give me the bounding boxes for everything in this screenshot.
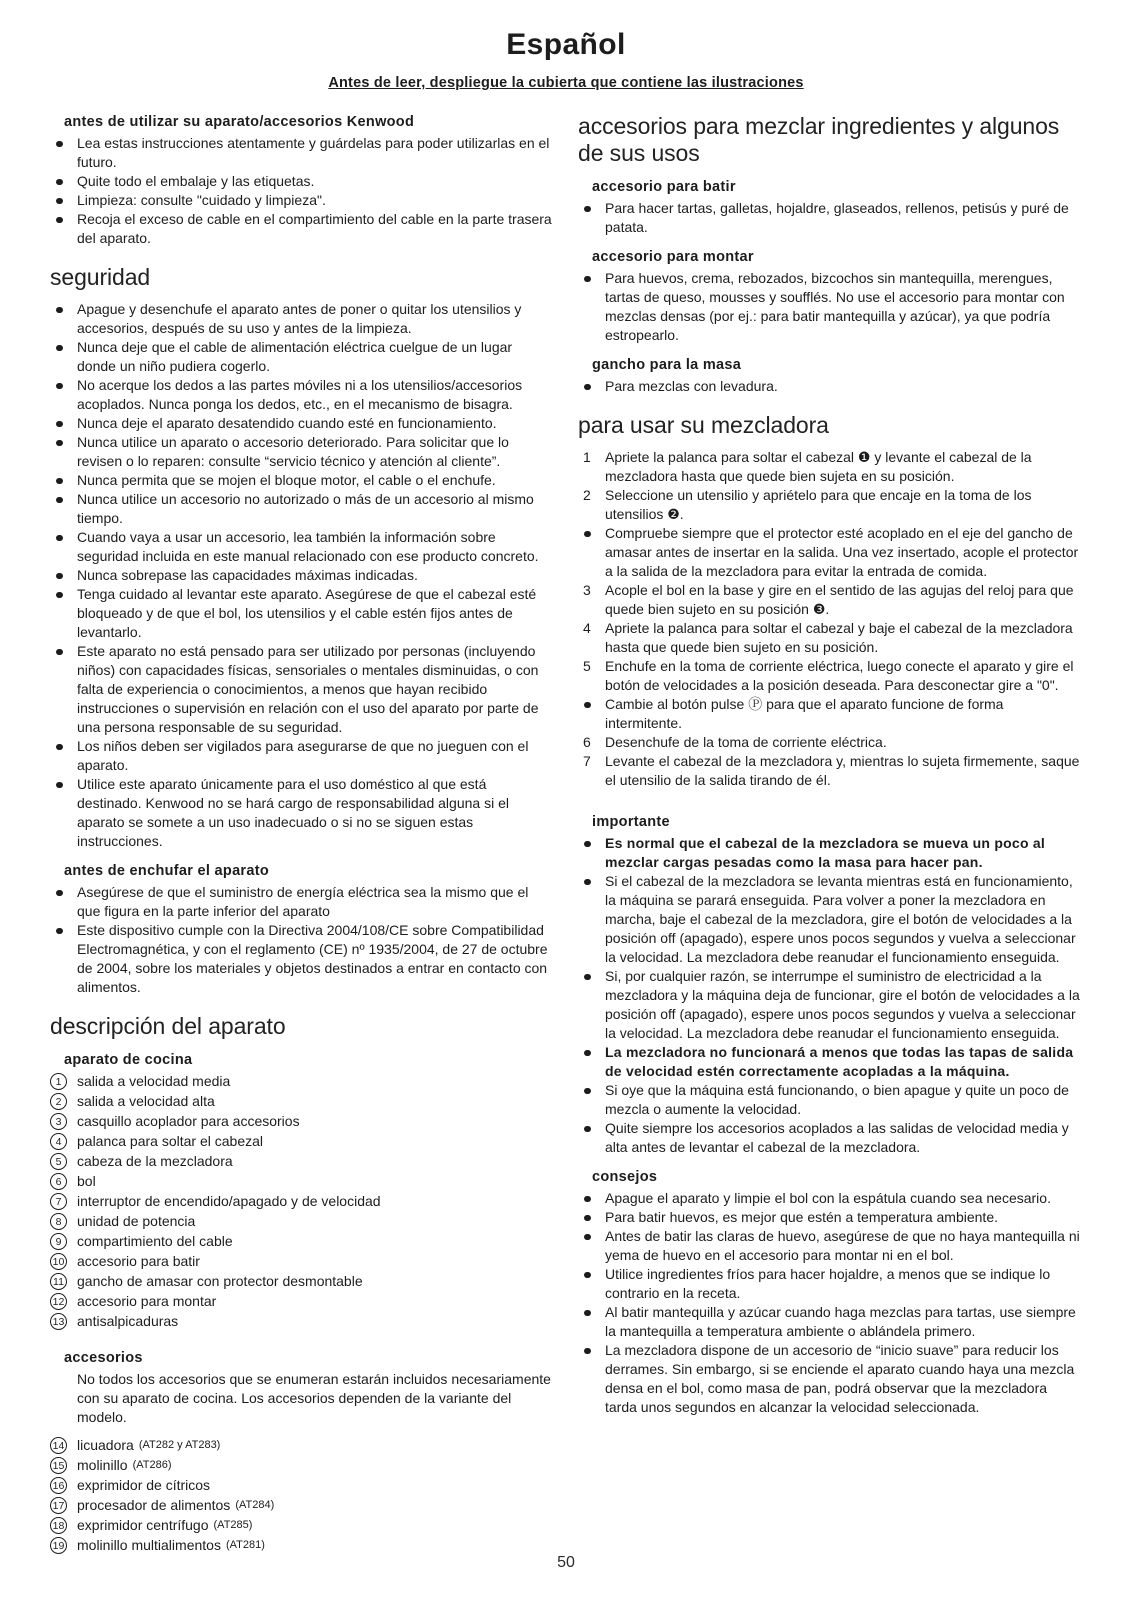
bullet-item [578, 1341, 1082, 1417]
bullet-dot-icon [584, 879, 591, 886]
bullet-dot-icon [584, 1088, 591, 1095]
bullet-text: Apague el aparato y limpie el bol con la espátula cuando sea necesario. [605, 1190, 1051, 1206]
bullet-dot-icon [56, 535, 63, 542]
device-label: compartimiento del cable [77, 1233, 233, 1249]
bullet-text: Nunca sobrepase las capacidades máximas indicadas. [77, 567, 418, 583]
bullet-dot-icon [56, 782, 63, 789]
bullet-dot-icon [584, 841, 591, 848]
accessory-item [50, 1436, 554, 1455]
bullet-marker [578, 377, 605, 390]
right-column [578, 113, 1082, 1556]
bullet-dot-icon [584, 206, 591, 213]
device-item [50, 1312, 554, 1331]
bullet-item [578, 1208, 1082, 1227]
bullet-dot-icon [56, 744, 63, 751]
bullet-text: Es normal que el cabezal de la mezcladora se mueva un poco al mezclar cargas pesadas como la masa para hacer pan. [605, 835, 1046, 870]
device-label: interruptor de encendido/apagado y de velocidad [77, 1193, 381, 1209]
bullet-text: Nunca permita que se mojen el bloque motor, el cable o el enchufe. [77, 472, 496, 488]
step-item [578, 657, 1082, 695]
bullet-marker [50, 376, 77, 389]
step-text: Compruebe siempre que el protector esté acoplado en el eje del gancho de amasar antes de insertar en la salida. Una vez insertado, acople el protector a la salida de la mezcladora para evitar la entrada de comida. [605, 525, 1079, 579]
bullet-marker [50, 300, 77, 313]
accessories-list [50, 1436, 554, 1555]
bullet-dot-icon [584, 384, 591, 391]
bullet-text: Lea estas instrucciones atentamente y guárdelas para poder utilizarlas en el futuro. [77, 135, 550, 170]
bullet-dot-icon [56, 217, 63, 224]
bullet-text: Apague y desenchufe el aparato antes de poner o quitar los utensilios y accesorios, después de su uso y antes de la limpieza. [77, 301, 522, 336]
bullet-item [578, 834, 1082, 872]
bullet-dot-icon [56, 649, 63, 656]
heading-gancho-masa: gancho para la masa [592, 357, 742, 373]
accessory-label: procesador de alimentos [77, 1497, 231, 1513]
device-item [50, 1152, 554, 1171]
bullet-text: La mezcladora no funcionará a menos que todas las tapas de salida de velocidad estén correctamente acopladas a la máquina. [605, 1044, 1074, 1079]
bullet-dot-icon [56, 440, 63, 447]
bullet-item [578, 1119, 1082, 1157]
accessory-model-code: (AT281) [225, 1539, 265, 1551]
heading-usar-mezcladora: para usar su mezcladora [578, 412, 829, 438]
step-text: Seleccione un utensilio y apriételo para que encaje en la toma de los utensilios ❷. [605, 487, 1032, 522]
step-number: 7 [583, 753, 591, 769]
step-number: 1 [583, 449, 591, 465]
bullet-item [50, 300, 554, 338]
bullet-marker [578, 1189, 605, 1202]
montar-list [578, 269, 1082, 345]
step-marker [578, 733, 605, 752]
device-number-icon: 12 [50, 1293, 67, 1310]
bullet-marker [50, 471, 77, 484]
bullet-item [578, 1081, 1082, 1119]
step-marker [578, 581, 605, 600]
bullet-marker [578, 269, 605, 282]
device-item [50, 1072, 554, 1091]
device-item [50, 1292, 554, 1311]
device-label: cabeza de la mezcladora [77, 1153, 233, 1169]
bullet-text: Cuando vaya a usar un accesorio, lea también la información sobre seguridad incluida en este manual relacionado con ese producto concreto. [77, 529, 539, 564]
accessory-model-code: (AT286) [132, 1459, 172, 1471]
bullet-item [578, 967, 1082, 1043]
step-item [578, 619, 1082, 657]
bullet-marker [50, 172, 77, 185]
bullet-text: Este aparato no está pensado para ser utilizado por personas (incluyendo niños) con capacidades físicas, sensoriales o mentales disminuidas, o con falta de experiencia o conocimientos, a menos que hayan recibido instrucciones o supervisión en relación con el uso del aparato por parte de una persona responsable de su seguridad. [77, 643, 539, 735]
bullet-item [50, 210, 554, 248]
bullet-dot-icon [584, 1310, 591, 1317]
before-use-list [50, 134, 554, 248]
heading-accesorio-montar: accesorio para montar [592, 249, 754, 265]
heading-importante: importante [592, 814, 670, 830]
bullet-item [50, 921, 554, 997]
bullet-item [578, 1189, 1082, 1208]
bullet-marker [50, 528, 77, 541]
heading-before-plug: antes de enchufar el aparato [64, 863, 270, 879]
bullet-marker [578, 1227, 605, 1240]
bullet-dot-icon [56, 307, 63, 314]
step-text: Apriete la palanca para soltar el cabezal ❶ y levante el cabezal de la mezcladora hasta que quede bien sujeta en su posición. [605, 449, 1032, 484]
bullet-marker [50, 490, 77, 503]
heading-consejos: consejos [592, 1169, 658, 1185]
accessory-number-icon: 15 [50, 1457, 67, 1474]
bullet-dot-icon [584, 531, 591, 538]
heading-accesorios-mezclar: accesorios para mezclar ingredientes y algunos de sus usos [578, 113, 1060, 166]
bullet-item [50, 585, 554, 642]
left-column [50, 113, 554, 1556]
safety-list [50, 300, 554, 851]
accessory-number-icon: 14 [50, 1437, 67, 1454]
bullet-text: Al batir mantequilla y azúcar cuando haga mezclas para tartas, use siempre la mantequilla a temperatura ambiente o ablándela primero. [605, 1304, 1076, 1339]
device-number-icon: 11 [50, 1273, 67, 1290]
bullet-text: Asegúrese de que el suministro de energía eléctrica sea la mismo que el que figura en la parte inferior del aparato [77, 884, 529, 919]
step-text: Enchufe en la toma de corriente eléctrica, luego conecte el aparato y gire el botón de velocidades a la posición deseada. Para desconectar gire a "0". [605, 658, 1074, 693]
step-item [578, 581, 1082, 619]
device-number-icon: 2 [50, 1093, 67, 1110]
bullet-marker [50, 414, 77, 427]
bullet-dot-icon [584, 1348, 591, 1355]
gancho-list [578, 377, 1082, 396]
heading-seguridad: seguridad [50, 264, 151, 290]
bullet-dot-icon [584, 276, 591, 283]
device-label: bol [77, 1173, 96, 1189]
step-number: 3 [583, 582, 591, 598]
accessories-intro: No todos los accesorios que se enumeran estarán incluidos necesariamente con su aparato de cocina. Los accesorios dependen de la variante del modelo. [77, 1371, 551, 1425]
bullet-dot-icon [56, 141, 63, 148]
bullet-item [578, 1265, 1082, 1303]
device-label: accesorio para montar [77, 1293, 217, 1309]
step-marker [578, 524, 605, 537]
bullet-dot-icon [584, 1272, 591, 1279]
bullet-text: Para huevos, crema, rebozados, bizcochos sin mantequilla, merengues, tartas de queso, mousses y soufflés. No use el accesorio para montar con mezclas densas (por ej.: para batir mantequilla y azúcar), ya que podría estropearlo. [605, 270, 1065, 343]
device-item [50, 1112, 554, 1131]
bullet-text: Nunca utilice un aparato o accesorio deteriorado. Para solicitar que lo revisen o lo reparen: consulte “servicio técnico y atención al cliente”. [77, 434, 509, 469]
step-item [578, 524, 1082, 581]
bullet-item [50, 433, 554, 471]
bullet-marker [578, 834, 605, 847]
kitchen-parts-list [50, 1072, 554, 1331]
bullet-marker [50, 585, 77, 598]
bullet-item [50, 172, 554, 191]
accessory-number-icon: 19 [50, 1537, 67, 1554]
device-label: salida a velocidad media [77, 1073, 231, 1089]
bullet-dot-icon [56, 497, 63, 504]
bullet-item [50, 471, 554, 490]
bullet-marker [578, 1081, 605, 1094]
device-number-icon: 5 [50, 1153, 67, 1170]
batir-list [578, 199, 1082, 237]
bullet-marker [578, 1208, 605, 1221]
bullet-item [50, 414, 554, 433]
bullet-marker [578, 967, 605, 980]
device-item [50, 1212, 554, 1231]
bullet-dot-icon [56, 179, 63, 186]
step-item [578, 448, 1082, 486]
device-number-icon: 6 [50, 1173, 67, 1190]
bullet-dot-icon [584, 1215, 591, 1222]
accessory-label: licuadora [77, 1437, 134, 1453]
accessory-model-code: (AT282 y AT283) [138, 1439, 221, 1451]
bullet-text: Nunca deje el aparato desatendido cuando esté en funcionamiento. [77, 415, 497, 431]
bullet-text: Nunca deje que el cable de alimentación eléctrica cuelgue de un lugar donde un niño pudiera cogerlo. [77, 339, 513, 374]
device-label: antisalpicaduras [77, 1313, 179, 1329]
accessory-number-icon: 18 [50, 1517, 67, 1534]
device-label: salida a velocidad alta [77, 1093, 215, 1109]
bullet-marker [50, 921, 77, 934]
accessory-label: molinillo multialimentos [77, 1537, 221, 1553]
step-marker [578, 695, 605, 708]
bullet-text: Si, por cualquier razón, se interrumpe el suministro de electricidad a la mezcladora y la máquina deja de funcionar, gire el botón de velocidades a la posición off (apagado), espere unos pocos segundos y vuelva a seleccionar la velocidad. La mezcladora debe reanudar el funcionamiento enseguida. [605, 968, 1080, 1041]
bullet-marker [578, 1303, 605, 1316]
page-number: 50 [557, 1554, 575, 1571]
bullet-marker [50, 433, 77, 446]
device-label: accesorio para batir [77, 1253, 200, 1269]
bullet-item [578, 1227, 1082, 1265]
bullet-item [578, 377, 1082, 396]
bullet-item [578, 1043, 1082, 1081]
accessory-item [50, 1456, 554, 1475]
bullet-item [578, 199, 1082, 237]
accessory-model-code: (AT285) [213, 1519, 253, 1531]
bullet-dot-icon [56, 198, 63, 205]
step-text: Desenchufe de la toma de corriente eléctrica. [605, 734, 887, 750]
bullet-item [50, 338, 554, 376]
accessory-item [50, 1516, 554, 1535]
bullet-marker [578, 199, 605, 212]
step-marker [578, 752, 605, 771]
bullet-text: Para batir huevos, es mejor que estén a temperatura ambiente. [605, 1209, 998, 1225]
accessory-model-code: (AT284) [235, 1499, 275, 1511]
device-number-icon: 8 [50, 1213, 67, 1230]
device-item [50, 1092, 554, 1111]
bullet-marker [578, 872, 605, 885]
device-item [50, 1232, 554, 1251]
device-number-icon: 9 [50, 1233, 67, 1250]
heading-descripcion: descripción del aparato [50, 1013, 286, 1039]
bullet-text: Para mezclas con levadura. [605, 378, 778, 394]
step-number: 5 [583, 658, 591, 674]
step-item [578, 752, 1082, 790]
bullet-marker [578, 1119, 605, 1132]
device-number-icon: 3 [50, 1113, 67, 1130]
bullet-text: Limpieza: consulte "cuidado y limpieza". [77, 192, 326, 208]
device-item [50, 1172, 554, 1191]
bullet-text: Antes de batir las claras de huevo, asegúrese de que no haya mantequilla ni yema de huevo en el accesorio para montar ni en el bol. [605, 1228, 1080, 1263]
bullet-text: Para hacer tartas, galletas, hojaldre, glaseados, rellenos, petisús y puré de patata. [605, 200, 1069, 235]
bullet-text: Este dispositivo cumple con la Directiva 2004/108/CE sobre Compatibilidad Electromagnética, y con el reglamento (CE) nº 1935/2004, de 27 de octubre de 2004, sobre los materiales y objetos destinados a entrar en contacto con alimentos. [77, 922, 548, 995]
bullet-item [578, 269, 1082, 345]
before-plug-list [50, 883, 554, 997]
bullet-text: Quite todo el embalaje y las etiquetas. [77, 173, 315, 189]
accessory-number-icon: 16 [50, 1477, 67, 1494]
bullet-item [50, 737, 554, 775]
accessory-item [50, 1476, 554, 1495]
bullet-marker [50, 210, 77, 223]
bullet-item [50, 775, 554, 851]
accessory-item [50, 1496, 554, 1515]
device-number-icon: 10 [50, 1253, 67, 1270]
accessory-label: exprimidor centrífugo [77, 1517, 209, 1533]
accessory-number-icon: 17 [50, 1497, 67, 1514]
heading-accesorio-batir: accesorio para batir [592, 179, 736, 195]
bullet-text: Los niños deben ser vigilados para asegurarse de que no jueguen con el aparato. [77, 738, 529, 773]
bullet-text: Recoja el exceso de cable en el compartimiento del cable en la parte trasera del aparato. [77, 211, 552, 246]
heading-aparato-cocina: aparato de cocina [64, 1052, 193, 1068]
device-label: casquillo acoplador para accesorios [77, 1113, 300, 1129]
heading-before-use: antes de utilizar su aparato/accesorios Kenwood [64, 114, 415, 130]
step-marker [578, 619, 605, 638]
bullet-marker [578, 1341, 605, 1354]
device-number-icon: 1 [50, 1073, 67, 1090]
bullet-text: La mezcladora dispone de un accesorio de “inicio suave” para reducir los derrames. Sin embargo, si se enciende el aparato cuando haya una mezcla densa en el bol, como masa de pan, podrá observar que la mezcladora tarda unos segundos en alcanzar la velocidad seleccionada. [605, 1342, 1075, 1415]
bullet-marker [50, 134, 77, 147]
device-number-icon: 7 [50, 1193, 67, 1210]
tips-list [578, 1189, 1082, 1417]
bullet-dot-icon [56, 573, 63, 580]
device-label: unidad de potencia [77, 1213, 196, 1229]
bullet-dot-icon [584, 1126, 591, 1133]
heading-accesorios: accesorios [64, 1350, 143, 1366]
bullet-dot-icon [56, 890, 63, 897]
bullet-item [50, 528, 554, 566]
bullet-text: Tenga cuidado al levantar este aparato. Asegúrese de que el cabezal esté bloqueado y de que el bol, los utensilios y el cable estén fijos antes de levantarlo. [77, 586, 537, 640]
page-title: Español [506, 28, 626, 61]
bullet-dot-icon [56, 928, 63, 935]
bullet-text: Si el cabezal de la mezcladora se levanta mientras está en funcionamiento, la máquina se parará enseguida. Para volver a poner la mezcladora en marcha, baje el cabezal de la mezcladora, gire el botón de velocidades a la posición off (apagado), espere unos pocos segundos y vuelva a seleccionar la velocidad. La mezcladora debe reanudar el funcionamiento enseguida. [605, 873, 1076, 965]
bullet-marker [50, 883, 77, 896]
step-item [578, 695, 1082, 733]
device-number-icon: 4 [50, 1133, 67, 1150]
bullet-dot-icon [56, 345, 63, 352]
usage-steps [578, 448, 1082, 790]
bullet-dot-icon [584, 974, 591, 981]
bullet-item [50, 490, 554, 528]
device-label: gancho de amasar con protector desmontable [77, 1273, 363, 1289]
device-number-icon: 13 [50, 1313, 67, 1330]
bullet-text: Utilice ingredientes fríos para hacer hojaldre, a menos que se indique lo contrario en la receta. [605, 1266, 1051, 1301]
device-item [50, 1252, 554, 1271]
bullet-dot-icon [584, 702, 591, 709]
bullet-item [578, 872, 1082, 967]
step-text: Levante el cabezal de la mezcladora y, mientras lo sujeta firmemente, saque el utensilio de la salida tirando de él. [605, 753, 1080, 788]
step-number: 2 [583, 487, 591, 503]
bullet-marker [50, 191, 77, 204]
bullet-item [50, 191, 554, 210]
bullet-marker [50, 566, 77, 579]
bullet-marker [50, 775, 77, 788]
bullet-item [50, 883, 554, 921]
bullet-marker [50, 737, 77, 750]
step-number: 6 [583, 734, 591, 750]
accessory-label: exprimidor de cítricos [77, 1477, 211, 1493]
device-item [50, 1192, 554, 1211]
bullet-item [50, 566, 554, 585]
device-label: palanca para soltar el cabezal [77, 1133, 264, 1149]
page-subtitle: Antes de leer, despliegue la cubierta que contiene las ilustraciones [328, 75, 804, 91]
bullet-text: Utilice este aparato únicamente para el uso doméstico al que está destinado. Kenwood no se hará cargo de responsabilidad alguna si el aparato se somete a un uso inadecuado o si no se siguen estas instrucciones. [77, 776, 509, 849]
important-list [578, 834, 1082, 1157]
bullet-dot-icon [56, 383, 63, 390]
bullet-marker [50, 642, 77, 655]
step-item [578, 733, 1082, 752]
device-item [50, 1132, 554, 1151]
bullet-dot-icon [56, 478, 63, 485]
bullet-item [50, 134, 554, 172]
device-item [50, 1272, 554, 1291]
step-text: Acople el bol en la base y gire en el sentido de las agujas del reloj para que quede bien sujeto en su posición ❸. [605, 582, 1074, 617]
bullet-item [50, 642, 554, 737]
bullet-dot-icon [584, 1234, 591, 1241]
bullet-text: Quite siempre los accesorios acoplados a las salidas de velocidad media y alta antes de levantar el cabezal de la mezcladora. [605, 1120, 1069, 1155]
bullet-dot-icon [584, 1050, 591, 1057]
step-text: Cambie al botón pulse Ⓟ para que el aparato funcione de forma intermitente. [605, 696, 1004, 731]
step-text: Apriete la palanca para soltar el cabezal y baje el cabezal de la mezcladora hasta que quede bien sujeto en su posición. [605, 620, 1073, 655]
step-number: 4 [583, 620, 591, 636]
bullet-item [50, 376, 554, 414]
accessory-label: molinillo [77, 1457, 128, 1473]
step-marker [578, 657, 605, 676]
bullet-dot-icon [56, 421, 63, 428]
bullet-item [578, 1303, 1082, 1341]
bullet-text: Si oye que la máquina está funcionando, o bien apague y quite un poco de mezcla o aumente la velocidad. [605, 1082, 1069, 1117]
bullet-text: No acerque los dedos a las partes móviles ni a los utensilios/accesorios acoplados. Nunca ponga los dedos, etc., en el mecanismo de bisagra. [77, 377, 523, 412]
bullet-marker [578, 1265, 605, 1278]
bullet-marker [578, 1043, 605, 1056]
bullet-dot-icon [584, 1196, 591, 1203]
bullet-dot-icon [56, 592, 63, 599]
bullet-text: Nunca utilice un accesorio no autorizado o más de un accesorio al mismo tiempo. [77, 491, 534, 526]
bullet-marker [50, 338, 77, 351]
step-marker [578, 448, 605, 467]
step-item [578, 486, 1082, 524]
step-marker [578, 486, 605, 505]
two-column-layout [50, 113, 1082, 1556]
